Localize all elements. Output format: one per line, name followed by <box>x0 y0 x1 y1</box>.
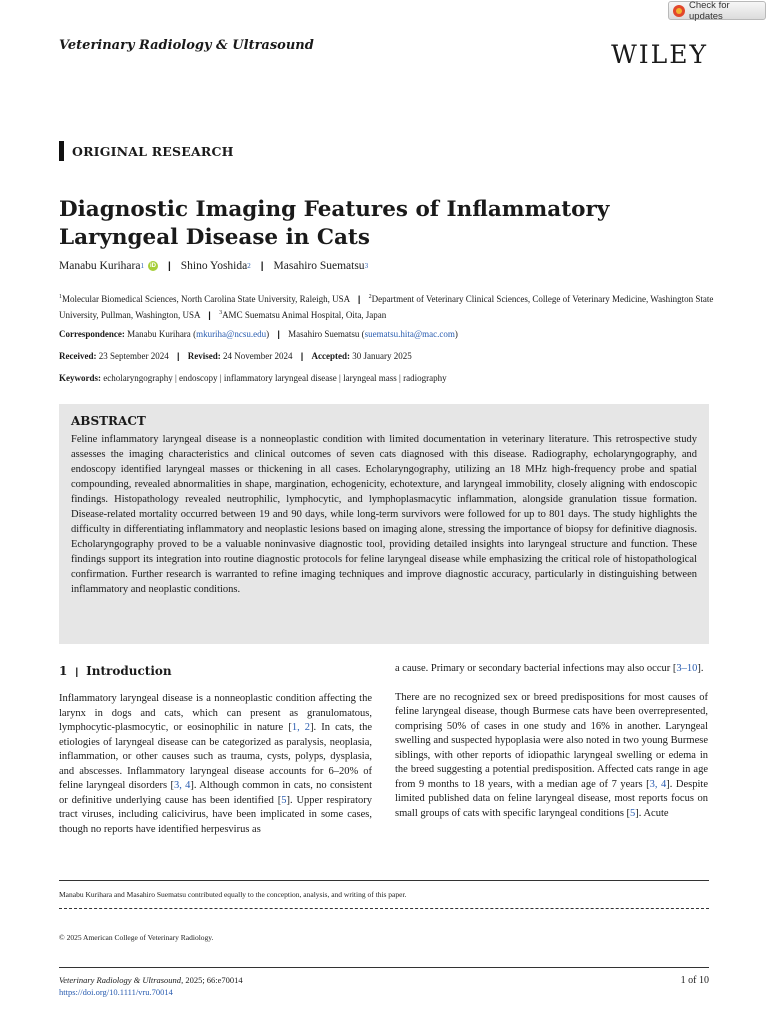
citation-line: Veterinary Radiology & Ultrasound, 2025; 66:e70014 <box>59 975 243 985</box>
affiliation-3: AMC Suematsu Animal Hospital, Oita, Japan <box>222 310 387 320</box>
author-affiliation-sup: 3 <box>364 262 369 270</box>
citation-link[interactable]: 3, 4 <box>649 778 667 790</box>
publisher-logo: WILEY <box>611 40 708 69</box>
footnote: Manabu Kurihara and Masahiro Suematsu contributed equally to the conception, analysis, and writing of this paper. <box>59 890 407 899</box>
check-for-updates-button[interactable] <box>668 1 766 20</box>
affiliation-1: Molecular Biomedical Sciences, North Carolina State University, Raleigh, USA <box>62 294 350 304</box>
correspondence: Correspondence: Manabu Kurihara (mkuriha@ncsu.edu) | Masahiro Suematsu (suematsu.hita@mac.com) <box>59 329 458 339</box>
section-heading-introduction: 1 | Introduction <box>59 664 172 678</box>
author-name[interactable]: Shino Yoshida <box>180 260 248 272</box>
citation-link[interactable]: 3–10 <box>676 663 698 674</box>
crossmark-icon <box>673 5 685 17</box>
citation-link[interactable]: 5 <box>281 794 287 806</box>
affiliations: $^1$Molecular Biomedical Sciences, North Carolina State University, Raleigh, USA | $^2$Department of Veterinary Clinical Sciences, College of Veterinary Medicine, Washington State University, Pullman, Washington, USA | $^3$AMC Suematsu Animal Hospital, Oita, Japan <box>59 294 714 320</box>
paragraph: There are no recognized sex or breed predispositions for most causes of feline laryngeal disease, though Burmese cats have been overrepresented, comprising 50% of cases in one study and 16% in another. Laryngeal swelling and suspected hypoplasia were also noted in two young Burmese siblings, with other reports of idiopathic laryngeal swelling or edema in the breed suggesting a potential predisposition. Affected cats range in age from 9 months to 18 years, with a median age of 7 years [3, 4]. Despite limited published data on feline laryngeal disease, most reports focus on small groups of cats with specific laryngeal conditions [5]. Acute <box>395 691 708 819</box>
email-link[interactable]: suematsu.hita@mac.com <box>364 329 455 339</box>
section-type: ORIGINAL RESEARCH <box>59 141 234 161</box>
journal-name: Veterinary Radiology & Ultrasound <box>59 38 314 53</box>
author-affiliation-sup: 1 <box>140 262 144 270</box>
copyright: © 2025 American College of Veterinary Radiology. <box>59 933 214 942</box>
citation-link[interactable]: 1, 2 <box>291 722 311 733</box>
email-link[interactable]: mkuriha@ncsu.edu <box>196 329 267 339</box>
abstract-box <box>59 404 709 644</box>
author-separator: | <box>260 260 264 272</box>
abstract-heading: ABSTRACT <box>71 414 146 428</box>
author-separator: | <box>167 260 171 272</box>
author-name[interactable]: Masahiro Suematsu <box>273 260 365 272</box>
doi-link[interactable]: https://doi.org/10.1111/vru.70014 <box>59 987 173 997</box>
article-dates: Received: 23 September 2024 | Revised: 24 November 2024 | Accepted: 30 January 2025 <box>59 351 412 361</box>
abstract-text: Feline inflammatory laryngeal disease is a nonneoplastic condition with limited documentation in veterinary literature. This retrospective study assesses the imaging characteristics and clinical outcomes of seven cats diagnosed with this disease. Radiography, echolaryngography, and endoscopy identified laryngeal masses or thickening in all cases. Echolaryngography, utilizing an 18 MHz high-frequency probe and spatial compounding, revealed abnormalities in shape, margination, echogenicity, echotexture, and laryngeal immobility, closely aligning with endoscopic findings. Histopathology revealed neutrophilic, lymphocytic, and lymphoplasmacytic inflammation, alongside granulation tissue formation. Disease-related mortality occurred between 19 and 90 days, while long-term survivors were followed for up to 801 days. The study highlights the difficulty in differentiating inflammatory and neoplastic lesions based on imaging alone, stressing the importance of biopsy for definitive diagnosis. Echolaryngography proved to be a valuable noninvasive diagnostic tool, providing detailed insights into laryngeal structure and function. These findings support its integration into routine diagnostic protocols for feline laryngeal disease while emphasizing the critical role of histopathological confirmation. Further research is warranted to refine imaging techniques and improve diagnostic accuracy, particularly in distinguishing between inflammatory and neoplastic conditions. <box>71 434 697 595</box>
affiliation-2: Department of Veterinary Clinical Sciences, College of Veterinary Medicine, Washington State University, Pullman, Washington, USA <box>59 294 714 320</box>
page-number: 1 of 10 <box>680 975 709 986</box>
citation-link[interactable]: 5 <box>630 807 636 819</box>
paragraph: a cause. Primary or secondary bacterial infections may also occur [3–10]. <box>395 663 704 674</box>
dashed-divider <box>59 908 709 909</box>
author-affiliation-sup: 2 <box>247 262 251 270</box>
paragraph: Inflammatory laryngeal disease is a nonneoplastic condition affecting the larynx in dogs and cats, which can present as granulomatous, lymphocytic-plasmocytic, or eosinophilic in nature [1, 2]. In cats, the etiologies of laryngeal disease can be categorized as paralysis, neoplasia, inflammation, or other causes such as trauma, cysts, polyps, dysplasia, and abscesses. Inflammatory laryngeal disease accounts for 6–20% of feline laryngeal disorders [3, 4]. Although common in cats, no consistent or definitive underlying cause has been identified [5]. Upper respiratory tract viruses, including calicivirus, have been implicated in some cases, though no reports have identified herpesvirus as <box>59 693 373 835</box>
keywords: Keywords: echolaryngography | endoscopy | inflammatory laryngeal disease | laryngeal mass | radiography <box>59 373 447 383</box>
orcid-icon[interactable]: iD <box>149 263 156 269</box>
author-name[interactable]: Manabu Kurihara <box>59 260 141 272</box>
body-column-left <box>59 662 372 851</box>
article-title: Diagnostic Imaging Features of Inflammatory Laryngeal Disease in Cats <box>59 197 610 250</box>
check-for-updates-label: Check for updates <box>689 0 730 22</box>
body-column-right <box>395 662 708 835</box>
footnote-divider <box>59 880 709 881</box>
citation-link[interactable]: 3, 4 <box>173 780 191 791</box>
author-list <box>59 260 368 272</box>
footer-divider <box>59 967 709 968</box>
